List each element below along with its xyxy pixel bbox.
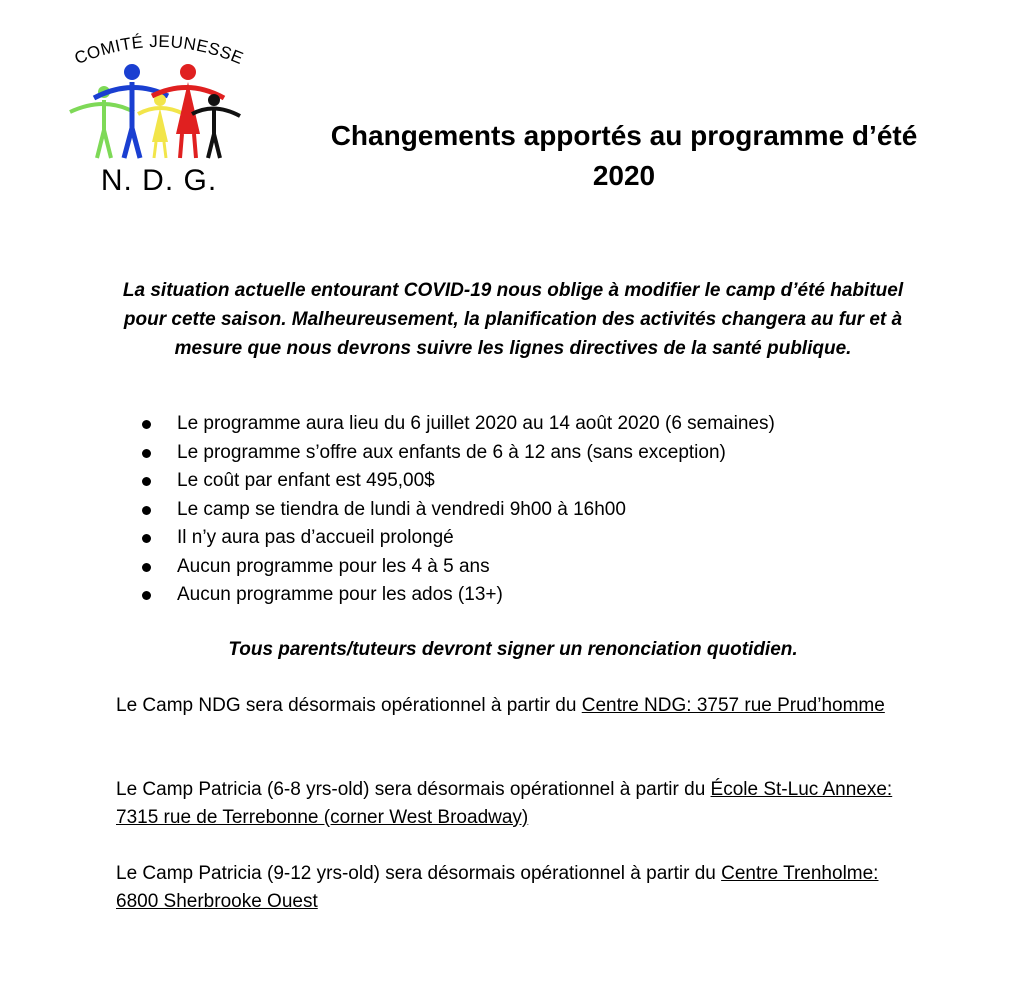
camp-patricia-6-8-paragraph [116,776,906,832]
logo-bottom-text: N. D. G. [100,164,218,195]
bullet-icon [142,420,151,429]
list-item [142,467,902,496]
camp-patricia-9-12-paragraph [116,860,906,916]
intro-text: La situation actuelle entourant COVID-19 nous oblige à modifier le camp d’été habituel pour cette saison. Malheureusement, la planification des activités changera au fur et à mesure que nous devrons suivre les lignes directives de la santé publique. [122,280,904,359]
logo-top-text: COMITÉ JEUNESSE [71,31,247,69]
list-item-text: Il n’y aura pas d’accueil prolongé [177,527,454,548]
camp-patricia-9-12-text: Le Camp Patricia (9-12 yrs-old) sera désormais opérationnel à partir du [116,863,722,884]
page-title: Changements apportés au programme d’été 2020 [330,120,918,191]
ecole-st-luc-link[interactable]: École St-Luc Annexe: 7315 rue de Terrebonne (corner West Broadway) [116,779,893,828]
camp-patricia-6-8-text: Le Camp Patricia (6-8 yrs-old) sera désormais opérationnel à partir du [116,779,711,800]
list-item-text: Aucun programme pour les 4 à 5 ans [177,555,490,577]
list-item [142,553,902,582]
logo [64,30,254,195]
list-item [142,524,902,553]
bullet-icon [142,506,151,515]
camp-ndg-paragraph [116,692,906,720]
waiver-notice: Tous parents/tuteurs devront signer un renonciation quotidien. [228,639,798,660]
list-item [142,496,902,525]
bullet-icon [142,534,151,543]
program-details-list [142,410,902,610]
bullet-icon [142,449,151,458]
bullet-icon [142,563,151,572]
list-item-text: Le programme aura lieu du 6 juillet 2020 au 14 août 2020 (6 semaines) [177,413,775,434]
centre-trenholme-link[interactable]: Centre Trenholme: 6800 Sherbrooke Ouest [116,863,879,912]
list-item-text: Le coût par enfant est 495,00$ [177,470,435,491]
list-item [142,410,902,439]
camp-ndg-text: Le Camp NDG sera désormais opérationnel à partir du [116,695,582,716]
list-item [142,439,902,468]
bullet-icon [142,477,151,486]
centre-ndg-link[interactable]: Centre NDG: 3757 rue Prud’homme [581,695,885,716]
bullet-icon [142,591,151,600]
list-item [142,581,902,610]
yellow-figure [138,94,184,158]
logo-graphic [64,30,254,195]
black-figure [192,94,240,158]
list-item-text: Le programme s’offre aux enfants de 6 à 12 ans (sans exception) [177,441,726,463]
list-item-text: Aucun programme pour les ados (13+) [177,584,503,605]
list-item-text: Le camp se tiendra de lundi à vendredi 9h00 à 16h00 [177,498,626,520]
